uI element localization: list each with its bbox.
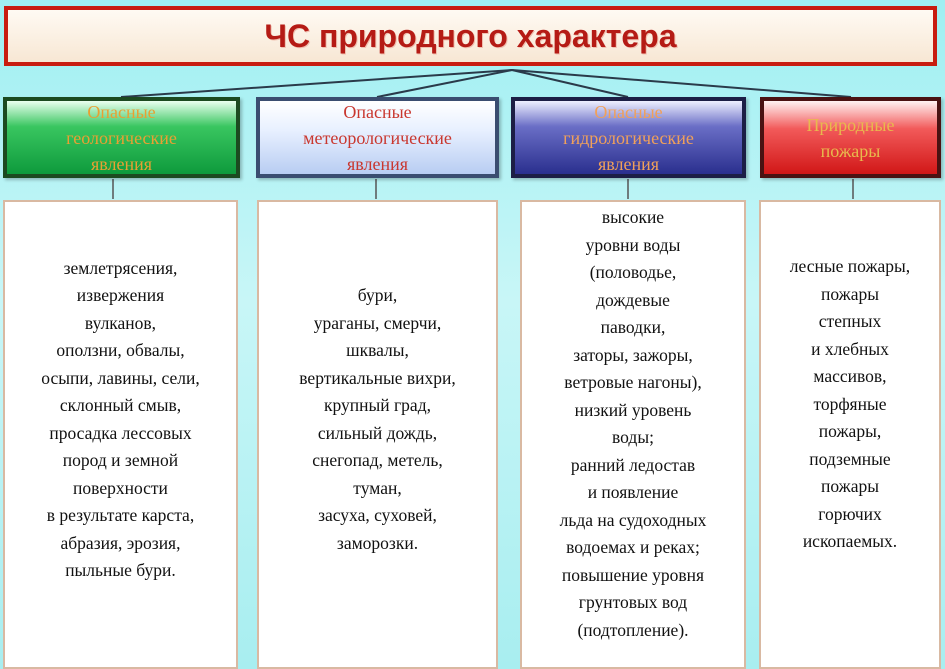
category-label bbox=[303, 99, 452, 177]
list-line: подземные bbox=[809, 448, 891, 469]
page-title: ЧС природного характера bbox=[264, 17, 677, 54]
list-line: шквалы, bbox=[346, 340, 409, 360]
list-line: ранний ледостав bbox=[570, 454, 696, 475]
category-line: гидрологические bbox=[563, 127, 694, 148]
category-label bbox=[563, 99, 694, 177]
list-line: ураганы, смерчи, bbox=[313, 312, 442, 333]
list-line: водоемах и реках; bbox=[566, 537, 700, 557]
category-line: геологические bbox=[66, 127, 177, 148]
category-meteorological bbox=[256, 97, 499, 178]
list-line: (половодье, bbox=[589, 262, 677, 282]
list-line: и появление bbox=[587, 482, 679, 502]
category-label bbox=[807, 112, 895, 164]
list-line: извержения bbox=[76, 285, 165, 305]
list-line: ветровые нагоны), bbox=[564, 372, 702, 392]
list-line: сильный дождь, bbox=[317, 422, 438, 443]
category-fires bbox=[760, 97, 941, 178]
list-text bbox=[790, 253, 910, 556]
list-text bbox=[41, 255, 199, 585]
list-line: массивов, bbox=[813, 366, 887, 387]
category-line: пожары bbox=[820, 140, 881, 161]
list-line: заморозки. bbox=[336, 532, 419, 553]
list-hydrological bbox=[520, 200, 746, 669]
category-line: Опасные bbox=[87, 101, 156, 122]
list-line: бури, bbox=[357, 285, 398, 305]
list-line: и хлебных bbox=[811, 338, 889, 359]
list-line: степных bbox=[818, 311, 882, 332]
list-line: абразия, эрозия, bbox=[60, 532, 181, 553]
list-line: (подтопление). bbox=[577, 619, 689, 640]
list-line: дождевые bbox=[596, 289, 670, 310]
list-line: уровни воды bbox=[585, 234, 681, 255]
list-line: грунтовых вод bbox=[578, 592, 688, 612]
category-line: явления bbox=[597, 153, 660, 174]
list-line: пожары, bbox=[818, 421, 882, 442]
category-line: Опасные bbox=[594, 101, 663, 122]
list-line: повышение уровня bbox=[561, 564, 705, 585]
connector-geo bbox=[121, 70, 512, 97]
list-line: в результате карста, bbox=[46, 505, 195, 525]
list-line: осыпи, лавины, сели, bbox=[41, 367, 200, 388]
list-line: засуха, суховей, bbox=[318, 505, 437, 525]
list-line: вертикальные вихри, bbox=[299, 367, 456, 388]
list-line: паводки, bbox=[600, 317, 666, 337]
list-line: пожары bbox=[820, 476, 880, 497]
category-geological bbox=[3, 97, 240, 178]
list-line: торфяные bbox=[813, 393, 887, 414]
list-line: туман, bbox=[353, 477, 402, 498]
category-line: Природные bbox=[806, 114, 895, 135]
list-line: горючих bbox=[818, 503, 882, 524]
list-line: воды; bbox=[612, 427, 654, 447]
list-line: ископаемых. bbox=[802, 531, 898, 552]
list-fires bbox=[759, 200, 941, 669]
category-line: явления bbox=[346, 153, 409, 174]
category-label bbox=[66, 99, 177, 177]
connector-fire bbox=[512, 70, 851, 97]
list-line: оползни, обвалы, bbox=[56, 340, 185, 360]
category-hydrological bbox=[511, 97, 746, 178]
list-line: поверхности bbox=[73, 477, 168, 498]
list-line: пород и земной bbox=[62, 450, 179, 470]
category-line: Опасные bbox=[343, 101, 412, 122]
list-line: высокие bbox=[601, 207, 665, 227]
list-line: крупный град, bbox=[324, 395, 431, 415]
list-line: льда на судоходных bbox=[559, 509, 707, 530]
list-line: склонный смыв, bbox=[59, 395, 182, 415]
category-line: явления bbox=[90, 153, 153, 174]
list-line: просадка лессовых bbox=[49, 422, 192, 443]
list-geological bbox=[3, 200, 238, 669]
list-line: низкий уровень bbox=[574, 399, 692, 420]
list-text bbox=[299, 282, 455, 557]
list-text bbox=[560, 204, 707, 644]
list-line: лесные пожары, bbox=[789, 256, 911, 277]
category-line: метеорологические bbox=[303, 127, 452, 148]
list-line: пыльные бури. bbox=[65, 560, 176, 580]
list-line: заторы, зажоры, bbox=[573, 344, 693, 365]
list-line: землетрясения, bbox=[63, 257, 178, 278]
list-meteorological bbox=[257, 200, 498, 669]
title-box bbox=[4, 6, 937, 66]
list-line: снегопад, метель, bbox=[312, 450, 443, 470]
list-line: пожары bbox=[820, 283, 880, 304]
list-line: вулканов, bbox=[84, 312, 157, 333]
